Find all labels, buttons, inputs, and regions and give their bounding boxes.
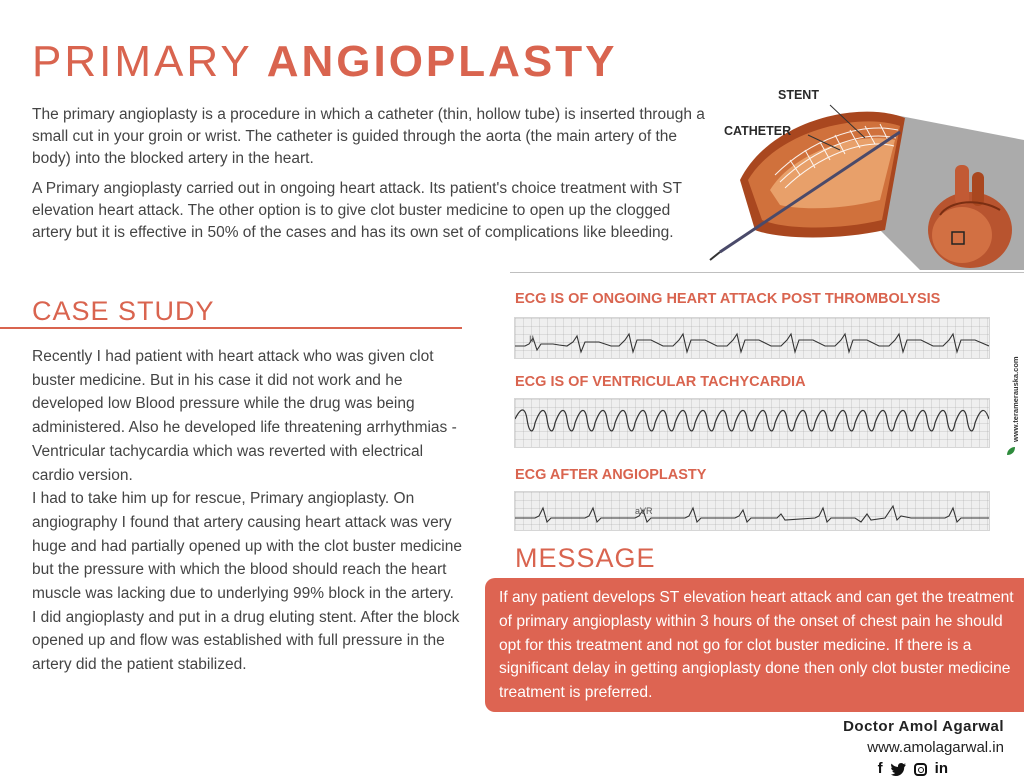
case-study-paragraph-3: I did angioplasty and put in a drug eluting stent. After the block opened up and flow was established with full pressure in the artery did the patient stabilized. bbox=[32, 608, 460, 674]
ecg-strip-thrombolysis bbox=[514, 317, 990, 359]
leaf-icon bbox=[1006, 446, 1016, 456]
intro-paragraph-2: A Primary angioplasty carried out in ongoing heart attack. Its patient's choice treatment with ST elevation heart attack. The other option is to give clot buster medicine to open up the clogged artery but it is effective in 50% of the cases and has its own set of complications like bleeding. bbox=[32, 180, 682, 241]
author-name: Doctor Amol Agarwal bbox=[843, 718, 1004, 735]
divider-line bbox=[510, 272, 1024, 273]
ecg-lead-label-1: II bbox=[529, 334, 535, 344]
title-light: PRIMARY bbox=[32, 37, 253, 86]
stent-illustration bbox=[700, 80, 1024, 270]
ecg-strip-vt bbox=[514, 398, 990, 448]
case-study-paragraph-2: I had to take him up for rescue, Primary angioplasty. On angiography I found that artery causing heart attack was very huge and had partially opened up with the clot buster medicine but the pressure with which the blood should reach the heart muscle was lacking due to underlying 99% block in the artery. bbox=[32, 490, 462, 603]
intro-paragraph-1: The primary angioplasty is a procedure in which a catheter (thin, hollow tube) is inserted through a small cut in your groin or wrist. The catheter is guided through the aorta (the main artery of the body) into the blocked artery in the heart. bbox=[32, 106, 705, 167]
ecg-title-after-angioplasty: ECG AFTER ANGIOPLASTY bbox=[515, 467, 707, 483]
twitter-icon[interactable] bbox=[891, 763, 906, 776]
linkedin-icon[interactable]: in bbox=[934, 760, 948, 777]
case-study-text bbox=[32, 345, 462, 677]
case-study-paragraph-1: Recently I had patient with heart attack who was given clot buster medicine. But in his case it did not work and he developed low Blood pressure while the drug was being administered. Also he developed life threatening arrhythmias - Ventricular tachycardia which was reverted with electrical cardio version. bbox=[32, 348, 457, 484]
ecg-title-thrombolysis: ECG IS OF ONGOING HEART ATTACK POST THROMBOLYSIS bbox=[515, 291, 941, 307]
message-box bbox=[485, 578, 1024, 712]
ecg-trace-2 bbox=[515, 399, 989, 447]
watermark-text: www.teramerauska.com bbox=[1011, 356, 1020, 442]
case-study-underline bbox=[0, 327, 462, 329]
catheter-label: CATHETER bbox=[724, 124, 792, 138]
instagram-icon[interactable] bbox=[914, 763, 927, 776]
stent-label: STENT bbox=[778, 88, 819, 102]
artery-stent-drawing bbox=[700, 80, 1024, 270]
title-bold: ANGIOPLASTY bbox=[266, 37, 618, 86]
social-links bbox=[878, 761, 948, 777]
facebook-icon[interactable]: f bbox=[877, 760, 883, 777]
message-text: If any patient develops ST elevation heart attack and can get the treatment of primary angioplasty within 3 hours of the onset of chest pain he should opt for this treatment and not go for clot buster medicine. If there is a significant delay in getting angioplasty done then only clot buster medicine treatment is preferred. bbox=[499, 589, 1014, 702]
message-heading: MESSAGE bbox=[515, 543, 656, 573]
ecg-trace-3 bbox=[515, 492, 989, 530]
website-link[interactable]: www.amolagarwal.in bbox=[867, 739, 1004, 756]
page-title bbox=[32, 37, 618, 86]
ecg-trace-1 bbox=[515, 318, 989, 358]
ecg-lead-label-3: aVR bbox=[635, 506, 653, 516]
ecg-strip-after-angioplasty bbox=[514, 491, 990, 531]
case-study-heading: CASE STUDY bbox=[32, 296, 215, 326]
ecg-title-vt: ECG IS OF VENTRICULAR TACHYCARDIA bbox=[515, 374, 806, 390]
